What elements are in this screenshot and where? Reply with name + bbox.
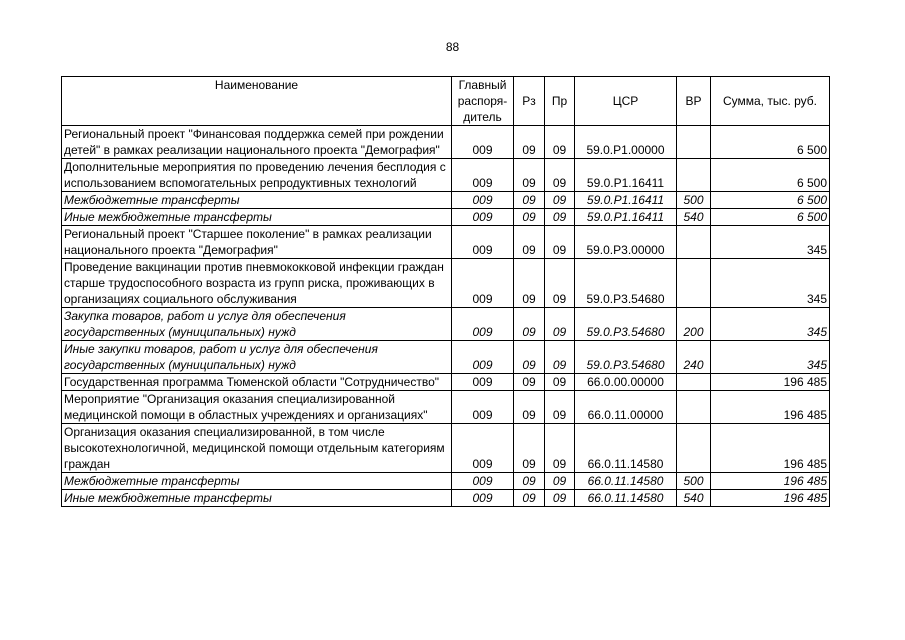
rz-cell: 09 — [514, 308, 545, 341]
pr-cell: 09 — [545, 473, 575, 490]
table-row — [62, 490, 830, 507]
table-row — [62, 159, 830, 192]
sum-cell: 196 485 — [711, 424, 830, 473]
pr-cell: 09 — [545, 126, 575, 159]
header-vr: ВР — [677, 77, 711, 126]
name-cell: Региональный проект "Старшее поколение" в рамках реализации национального проекта "Демография" — [62, 226, 452, 259]
header-sum: Сумма, тыс. руб. — [711, 77, 830, 126]
name-cell: Иные межбюджетные трансферты — [62, 209, 452, 226]
pr-cell: 09 — [545, 424, 575, 473]
name-cell: Государственная программа Тюменской области "Сотрудничество" — [62, 374, 452, 391]
rz-cell: 09 — [514, 473, 545, 490]
csr-cell: 59.0.P1.00000 — [575, 126, 677, 159]
name-cell: Межбюджетные трансферты — [62, 473, 452, 490]
csr-cell: 66.0.00.00000 — [575, 374, 677, 391]
sum-cell: 6 500 — [711, 126, 830, 159]
vr-cell: 200 — [677, 308, 711, 341]
table-row — [62, 192, 830, 209]
table-row — [62, 374, 830, 391]
table-row — [62, 391, 830, 424]
sum-cell: 345 — [711, 308, 830, 341]
name-cell: Мероприятие "Организация оказания специализированной медицинской помощи в областных учреждениях и организациях" — [62, 391, 452, 424]
budget-table — [61, 76, 830, 507]
sum-cell: 345 — [711, 341, 830, 374]
vr-cell — [677, 391, 711, 424]
sum-cell: 196 485 — [711, 374, 830, 391]
rz-cell: 09 — [514, 374, 545, 391]
pr-cell: 09 — [545, 192, 575, 209]
vr-cell — [677, 226, 711, 259]
main-cell: 009 — [452, 209, 514, 226]
rz-cell: 09 — [514, 209, 545, 226]
csr-cell: 66.0.11.14580 — [575, 424, 677, 473]
sum-cell: 196 485 — [711, 473, 830, 490]
vr-cell — [677, 374, 711, 391]
table-row — [62, 341, 830, 374]
vr-cell: 500 — [677, 192, 711, 209]
csr-cell: 66.0.11.14580 — [575, 490, 677, 507]
pr-cell: 09 — [545, 226, 575, 259]
header-rz: Рз — [514, 77, 545, 126]
vr-cell — [677, 259, 711, 308]
sum-cell: 196 485 — [711, 490, 830, 507]
csr-cell: 66.0.11.14580 — [575, 473, 677, 490]
vr-cell — [677, 159, 711, 192]
csr-cell: 59.0.P1.16411 — [575, 159, 677, 192]
sum-cell: 6 500 — [711, 159, 830, 192]
table-row — [62, 473, 830, 490]
sum-cell: 6 500 — [711, 192, 830, 209]
vr-cell: 540 — [677, 209, 711, 226]
main-cell: 009 — [452, 259, 514, 308]
name-cell: Межбюджетные трансферты — [62, 192, 452, 209]
vr-cell: 500 — [677, 473, 711, 490]
rz-cell: 09 — [514, 259, 545, 308]
main-cell: 009 — [452, 424, 514, 473]
sum-cell: 6 500 — [711, 209, 830, 226]
name-cell: Региональный проект "Финансовая поддержка семей при рождении детей" в рамках реализации национального проекта "Демография" — [62, 126, 452, 159]
main-cell: 009 — [452, 308, 514, 341]
sum-cell: 345 — [711, 226, 830, 259]
pr-cell: 09 — [545, 259, 575, 308]
csr-cell: 59.0.P3.54680 — [575, 308, 677, 341]
csr-cell: 59.0.P3.54680 — [575, 341, 677, 374]
pr-cell: 09 — [545, 341, 575, 374]
page-number: 88 — [445, 40, 460, 54]
main-cell: 009 — [452, 490, 514, 507]
rz-cell: 09 — [514, 126, 545, 159]
table-header-row — [62, 77, 830, 126]
rz-cell: 09 — [514, 424, 545, 473]
name-cell: Организация оказания специализированной, в том числе высокотехнологичной, медицинской помощи отдельным категориям граждан — [62, 424, 452, 473]
main-cell: 009 — [452, 374, 514, 391]
table-row — [62, 226, 830, 259]
rz-cell: 09 — [514, 341, 545, 374]
main-cell: 009 — [452, 473, 514, 490]
rz-cell: 09 — [514, 226, 545, 259]
pr-cell: 09 — [545, 308, 575, 341]
vr-cell: 240 — [677, 341, 711, 374]
header-name: Наименование — [62, 77, 452, 126]
name-cell: Дополнительные мероприятия по проведению лечения бесплодия с использованием вспомогательных репродуктивных технологий — [62, 159, 452, 192]
name-cell: Иные межбюджетные трансферты — [62, 490, 452, 507]
table-row — [62, 126, 830, 159]
header-main: Главный распоря-дитель — [452, 77, 514, 126]
header-csr: ЦСР — [575, 77, 677, 126]
rz-cell: 09 — [514, 192, 545, 209]
table-row — [62, 424, 830, 473]
name-cell: Проведение вакцинации против пневмококковой инфекции граждан старше трудоспособного возраста из групп риска, проживающих в организациях социального обслуживания — [62, 259, 452, 308]
name-cell: Иные закупки товаров, работ и услуг для обеспечения государственных (муниципальных) нужд — [62, 341, 452, 374]
main-cell: 009 — [452, 126, 514, 159]
rz-cell: 09 — [514, 490, 545, 507]
csr-cell: 66.0.11.00000 — [575, 391, 677, 424]
main-cell: 009 — [452, 192, 514, 209]
csr-cell: 59.0.P3.54680 — [575, 259, 677, 308]
csr-cell: 59.0.P1.16411 — [575, 209, 677, 226]
main-cell: 009 — [452, 391, 514, 424]
sum-cell: 196 485 — [711, 391, 830, 424]
csr-cell: 59.0.P3.00000 — [575, 226, 677, 259]
sum-cell: 345 — [711, 259, 830, 308]
csr-cell: 59.0.P1.16411 — [575, 192, 677, 209]
vr-cell: 540 — [677, 490, 711, 507]
pr-cell: 09 — [545, 490, 575, 507]
pr-cell: 09 — [545, 391, 575, 424]
pr-cell: 09 — [545, 209, 575, 226]
vr-cell — [677, 424, 711, 473]
header-pr: Пр — [545, 77, 575, 126]
main-cell: 009 — [452, 226, 514, 259]
vr-cell — [677, 126, 711, 159]
pr-cell: 09 — [545, 374, 575, 391]
rz-cell: 09 — [514, 159, 545, 192]
table-row — [62, 259, 830, 308]
name-cell: Закупка товаров, работ и услуг для обеспечения государственных (муниципальных) нужд — [62, 308, 452, 341]
pr-cell: 09 — [545, 159, 575, 192]
main-cell: 009 — [452, 341, 514, 374]
table-row — [62, 308, 830, 341]
rz-cell: 09 — [514, 391, 545, 424]
table-row — [62, 209, 830, 226]
main-cell: 009 — [452, 159, 514, 192]
